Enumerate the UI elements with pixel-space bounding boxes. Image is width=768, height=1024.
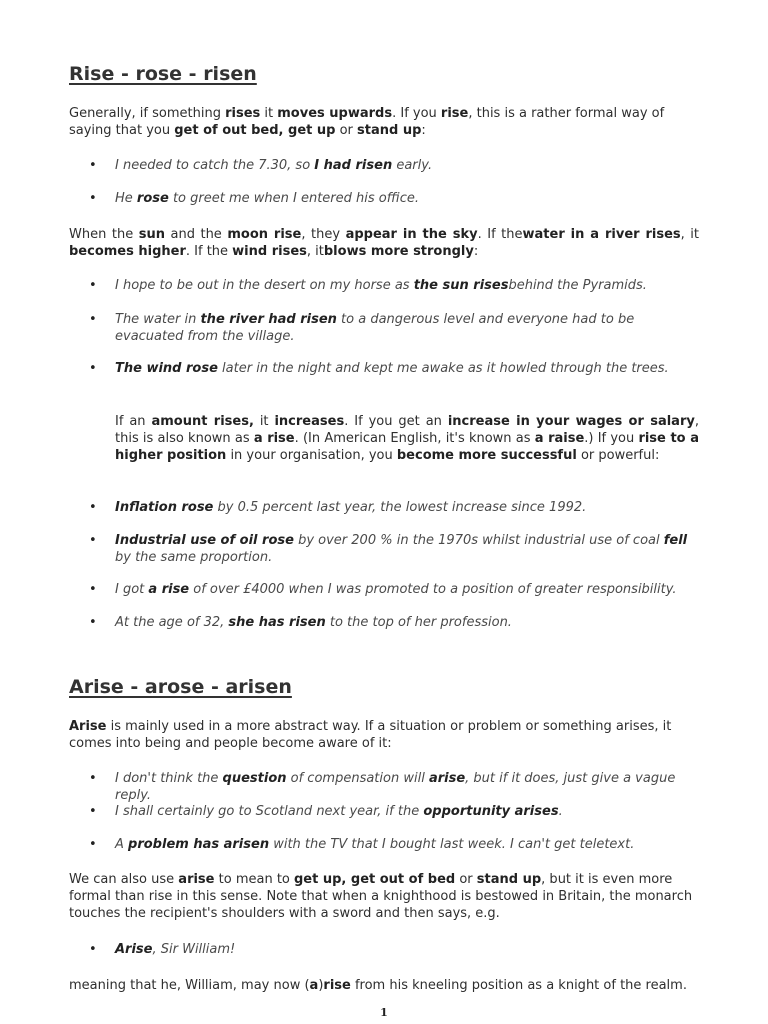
bullet-icon: •	[89, 804, 97, 819]
text-run: or powerful:	[576, 448, 660, 463]
list-item	[89, 836, 699, 853]
list-item	[89, 157, 699, 174]
list-item	[89, 277, 699, 294]
text-run: to mean to	[214, 872, 294, 887]
text-run: A	[115, 837, 129, 852]
text-run: . If the	[477, 227, 523, 242]
list-item	[89, 190, 699, 207]
bold-text: a raise	[534, 431, 585, 446]
bold-text: question	[222, 771, 287, 786]
text-run: is mainly used in a more abstract way. If a situation or problem or something arises, it comes into being and people become aware of it:	[69, 719, 672, 751]
text-run: , they	[301, 227, 346, 242]
list-item	[89, 770, 699, 804]
text-run: , Sir William!	[152, 942, 236, 957]
bold-text: I had risen	[314, 158, 393, 173]
bullet-icon: •	[89, 361, 97, 376]
text-run: I needed to catch the 7.30, so	[115, 158, 315, 173]
list-item	[89, 532, 699, 566]
bold-text: becomes higher	[69, 244, 186, 259]
list-item	[89, 499, 699, 516]
text-run: to greet me when I entered his office.	[168, 191, 419, 206]
text-run: )	[318, 978, 324, 993]
bold-text: the river had risen	[200, 312, 337, 327]
text-run: At the age of 32,	[115, 615, 229, 630]
text-run: by the same proportion.	[115, 550, 273, 565]
text-run: early.	[392, 158, 433, 173]
text-run: of over £4000 when I was promoted to a position of greater responsibility.	[189, 582, 677, 597]
section-title-arise: Arise - arose - arisen	[69, 676, 292, 698]
section-title-rise: Rise - rose - risen	[69, 63, 257, 85]
text-run: .) If you	[584, 431, 639, 446]
bold-text: the sun rises	[413, 278, 509, 293]
list-item	[89, 360, 699, 377]
text-run: meaning that he, William, may now (	[69, 978, 310, 993]
bold-text: arise	[178, 872, 215, 887]
text-run: it	[253, 414, 275, 429]
bold-text: stand up	[357, 123, 422, 138]
bullet-icon: •	[89, 582, 97, 597]
text-run: . (In American English, it's known as	[294, 431, 535, 446]
bold-text: a rise	[148, 582, 190, 597]
text-run: . If you get an	[344, 414, 448, 429]
text-run: When the	[69, 227, 139, 242]
text-run: , this is also known as	[115, 414, 699, 446]
bold-text: appear in the sky	[345, 227, 478, 242]
bold-text: rise	[323, 978, 351, 993]
bold-text: become more successful	[396, 448, 577, 463]
text-run: I hope to be out in the desert on my horse as	[115, 278, 414, 293]
bold-text: Inflation rose	[115, 500, 214, 515]
bold-text: moon rise	[227, 227, 302, 242]
bold-text: problem has arisen	[128, 837, 270, 852]
text-run: .	[558, 804, 563, 819]
bold-text: blows more strongly	[323, 244, 474, 259]
text-run: , it	[680, 227, 699, 242]
text-run: of compensation will	[286, 771, 429, 786]
bold-text: increase in your wages or salary	[447, 414, 695, 429]
bold-text: sun	[138, 227, 165, 242]
text-run: and the	[164, 227, 228, 242]
text-run: or	[455, 872, 477, 887]
text-run: later in the night and kept me awake as it howled through the trees.	[217, 361, 669, 376]
bullet-icon: •	[89, 533, 97, 548]
text-run: We can also use	[69, 872, 179, 887]
text-run: :	[421, 123, 426, 138]
bold-text: stand up	[476, 872, 542, 887]
text-run: it	[260, 106, 278, 121]
text-run: , but if it does, just give a vague reply.	[115, 771, 676, 803]
text-run: , this is a rather formal way of saying that you	[69, 106, 665, 138]
text-run: I shall certainly go to Scotland next year, if the	[115, 804, 424, 819]
text-run: , but it is even more formal than rise in this sense. Note that when a knighthood is bestowed in Britain, the monarch touches the recipient's shoulders with a sword and then says, e.g.	[69, 872, 693, 921]
text-run: to the top of her profession.	[325, 615, 512, 630]
text-run: I got	[115, 582, 149, 597]
bold-text: rises	[225, 106, 261, 121]
bold-text: arise	[428, 771, 466, 786]
bold-text: a	[309, 978, 319, 993]
text-run: from his kneeling position as a knight of the realm.	[350, 978, 687, 993]
paragraph	[69, 977, 699, 994]
list-item	[89, 941, 699, 958]
bullet-icon: •	[89, 312, 97, 327]
list-item	[89, 311, 699, 345]
text-run: :	[473, 244, 479, 259]
text-run: to a dangerous level and everyone had to be evacuated from the village.	[115, 312, 635, 344]
bullet-icon: •	[89, 615, 97, 630]
bullet-icon: •	[89, 771, 97, 786]
paragraph	[115, 413, 699, 464]
text-run: with the TV that I bought last week. I can't get teletext.	[269, 837, 635, 852]
text-run: by over 200 % in the 1970s whilst industrial use of coal	[293, 533, 664, 548]
list-item	[89, 614, 699, 631]
bold-text: get up, get out of bed	[294, 872, 456, 887]
bullet-icon: •	[89, 500, 97, 515]
bold-text: Arise	[115, 942, 153, 957]
list-item	[89, 581, 699, 598]
text-run: in your organisation, you	[226, 448, 397, 463]
text-run: , it	[306, 244, 324, 259]
text-run: or	[335, 123, 358, 138]
text-run: I don't think the	[115, 771, 223, 786]
text-run: If an	[115, 414, 152, 429]
text-run: . If the	[185, 244, 233, 259]
bold-text: water in a river rises	[522, 227, 681, 242]
text-run: by 0.5 percent last year, the lowest increase since 1992.	[213, 500, 587, 515]
bold-text: Industrial use of oil rose	[115, 533, 294, 548]
page-number: 1	[380, 1006, 388, 1019]
bold-text: she has risen	[228, 615, 326, 630]
bold-text: moves upwards	[277, 106, 393, 121]
bold-text: wind rises	[232, 244, 307, 259]
bold-text: increases	[274, 414, 345, 429]
text-run: He	[115, 191, 137, 206]
paragraph	[69, 871, 699, 922]
bold-text: rose	[136, 191, 169, 206]
bullet-icon: •	[89, 191, 97, 206]
text-run: Generally, if something	[69, 106, 226, 121]
bold-text: fell	[663, 533, 688, 548]
bullet-icon: •	[89, 158, 97, 173]
bold-text: get of out bed, get up	[174, 123, 336, 138]
bold-text: Arise	[69, 719, 107, 734]
paragraph	[69, 718, 699, 752]
text-run: . If you	[392, 106, 441, 121]
bold-text: opportunity arises	[423, 804, 559, 819]
bold-text: rise to a higher position	[115, 431, 699, 463]
text-run: behind the Pyramids.	[508, 278, 647, 293]
bold-text: a rise	[253, 431, 295, 446]
text-run: The water in	[115, 312, 201, 327]
bold-text: The wind rose	[115, 361, 218, 376]
bullet-icon: •	[89, 837, 97, 852]
paragraph	[69, 226, 699, 260]
bullet-icon: •	[89, 278, 97, 293]
paragraph	[69, 105, 699, 139]
list-item	[89, 803, 699, 820]
bullet-icon: •	[89, 942, 97, 957]
bold-text: rise	[440, 106, 469, 121]
bold-text: amount rises,	[151, 414, 254, 429]
